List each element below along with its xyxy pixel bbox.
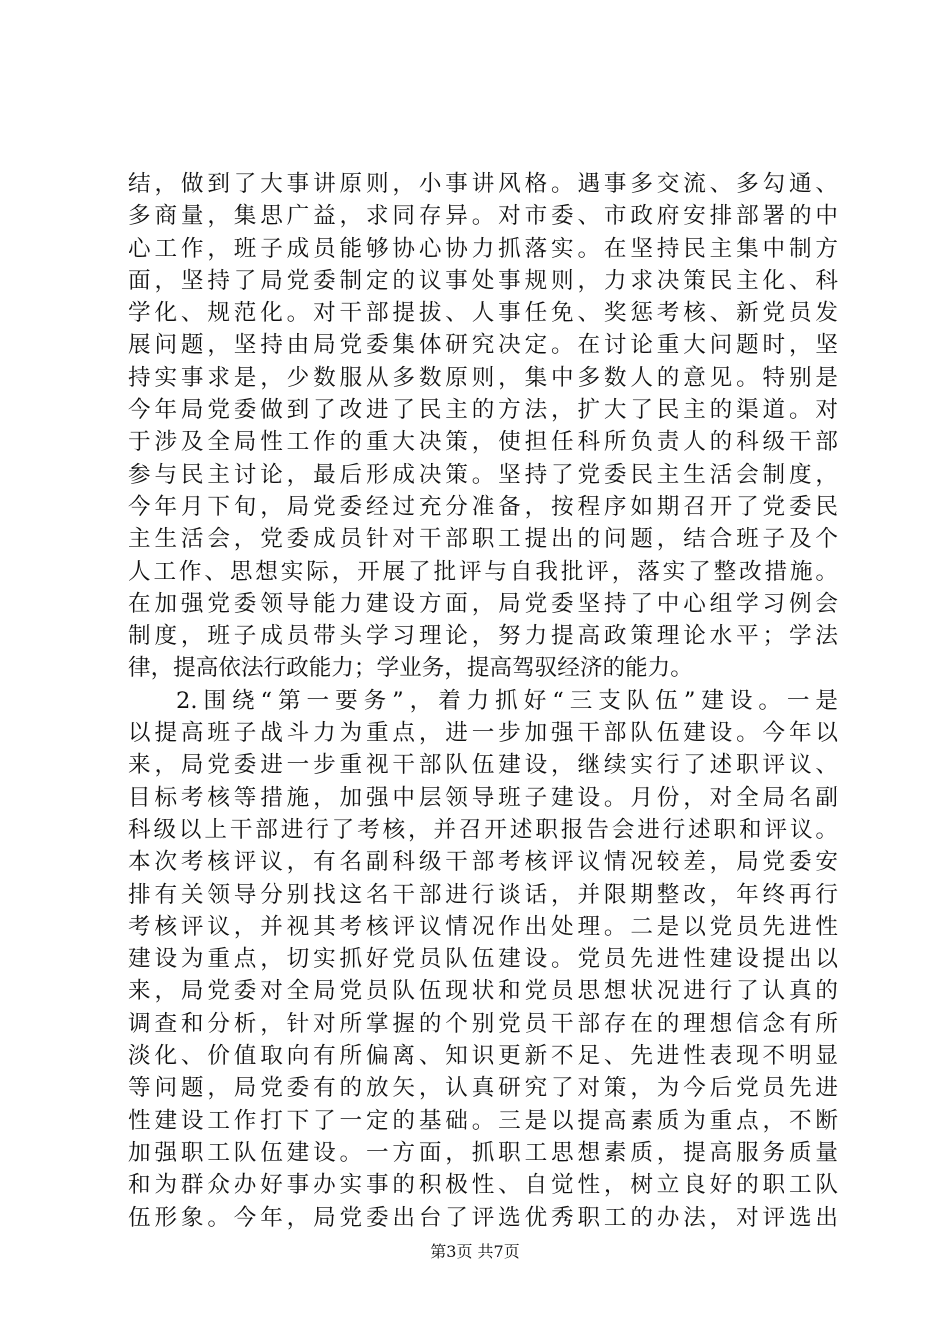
text-line: 主生活会，党委成员针对干部职工提出的问题，结合班子及个	[128, 526, 838, 553]
text-line: 结，做到了大事讲原则，小事讲风格。遇事多交流、多勾通、	[128, 171, 838, 197]
text-line: 心工作，班子成员能够协心协力抓落实。在坚持民主集中制方	[128, 235, 838, 262]
document-body	[128, 168, 838, 1234]
text-line: 学化、规范化。对干部提拔、人事任免、奖惩考核、新党员发	[128, 300, 838, 327]
text-line: 和为群众办好事办实事的积极性、自觉性，树立良好的职工队	[128, 1172, 838, 1199]
text-line: 科级以上干部进行了考核，并召开述职报告会进行述职和评议。	[128, 816, 838, 843]
text-line: 建设为重点，切实抓好党员队伍建设。党员先进性建设提出以	[128, 946, 838, 973]
paragraph-start-line: 2.围绕“第一要务”，着力抓好“三支队伍”建设。一是	[176, 687, 838, 714]
text-line: 多商量，集思广益，求同存异。对市委、市政府安排部署的中	[128, 203, 838, 230]
text-line: 等问题，局党委有的放矢，认真研究了对策，为今后党员先进	[128, 1075, 838, 1102]
text-line: 本次考核评议，有名副科级干部考核评议情况较差，局党委安	[128, 849, 838, 876]
text-line: 持实事求是，少数服从多数原则，集中多数人的意见。特别是	[128, 364, 838, 391]
text-line: 调查和分析，针对所掌握的个别党员干部存在的理想信念有所	[128, 1010, 838, 1037]
text-line: 律，提高依法行政能力；学业务，提高驾驭经济的能力。	[128, 655, 693, 682]
text-line: 在加强党委领导能力建设方面，局党委坚持了中心组学习例会	[128, 590, 838, 617]
text-line: 考核评议，并视其考核评议情况作出处理。二是以党员先进性	[128, 913, 838, 940]
text-line: 加强职工队伍建设。一方面，抓职工思想素质，提高服务质量	[128, 1139, 838, 1166]
text-line: 性建设工作打下了一定的基础。三是以提高素质为重点，不断	[128, 1107, 838, 1134]
text-line: 来，局党委进一步重视干部队伍建设，继续实行了述职评议、	[128, 752, 838, 779]
text-line: 来，局党委对全局党员队伍现状和党员思想状况进行了认真的	[128, 978, 838, 1005]
text-line: 目标考核等措施，加强中层领导班子建设。月份，对全局名副	[128, 784, 838, 811]
text-line: 今年局党委做到了改进了民主的方法，扩大了民主的渠道。对	[128, 397, 838, 424]
text-line: 伍形象。今年，局党委出台了评选优秀职工的办法，对评选出	[128, 1204, 838, 1231]
text-line: 面，坚持了局党委制定的议事处事规则，力求决策民主化、科	[128, 267, 838, 294]
text-line: 淡化、价值取向有所偏离、知识更新不足、先进性表现不明显	[128, 1043, 838, 1070]
text-line: 展问题，坚持由局党委集体研究决定。在讨论重大问题时，坚	[128, 332, 838, 359]
text-line: 今年月下旬，局党委经过充分准备，按程序如期召开了党委民	[128, 493, 838, 520]
page-number-footer: 第3页 共7页	[430, 1242, 520, 1261]
text-line: 排有关领导分别找这名干部进行谈话，并限期整改，年终再行	[128, 881, 838, 908]
text-line: 人工作、思想实际，开展了批评与自我批评，落实了整改措施。	[128, 558, 838, 585]
text-line: 以提高班子战斗力为重点，进一步加强干部队伍建设。今年以	[128, 720, 838, 747]
text-line: 于涉及全局性工作的重大决策，使担任科所负责人的科级干部	[128, 429, 838, 456]
text-line: 制度，班子成员带头学习理论，努力提高政策理论水平；学法	[128, 623, 838, 650]
text-line: 参与民主讨论，最后形成决策。坚持了党委民主生活会制度，	[128, 461, 838, 488]
